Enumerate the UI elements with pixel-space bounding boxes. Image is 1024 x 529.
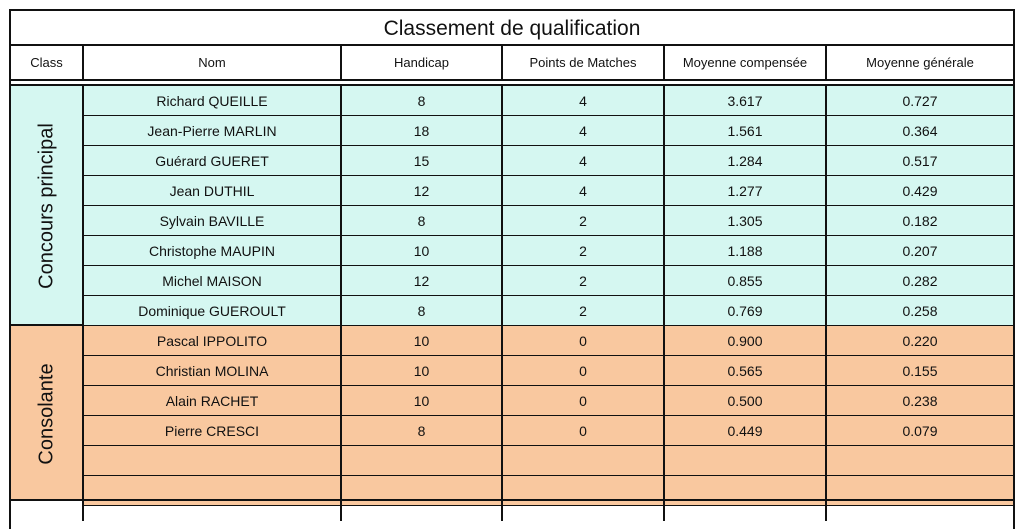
table-row xyxy=(84,266,1013,296)
cell-nom: Pierre CRESCI xyxy=(84,416,342,446)
table-row xyxy=(84,356,1013,386)
cell-moyenne-compensee: 1.284 xyxy=(665,146,827,176)
cell-points: 2 xyxy=(503,296,665,326)
cell-nom: Dominique GUEROULT xyxy=(84,296,342,326)
table-row xyxy=(84,236,1013,266)
cell-moyenne-generale: 0.079 xyxy=(827,416,1013,446)
cell-moyenne-generale: 0.727 xyxy=(827,86,1013,116)
cell-moyenne-compensee: 0.500 xyxy=(665,386,827,416)
header-handicap: Handicap xyxy=(342,46,503,79)
cell-nom xyxy=(84,476,342,506)
cell-nom: Pascal IPPOLITO xyxy=(84,326,342,356)
cell-handicap: 10 xyxy=(342,326,503,356)
table-row xyxy=(84,176,1013,206)
group-consolante xyxy=(11,324,84,501)
cell-nom: Alain RACHET xyxy=(84,386,342,416)
cell-moyenne-generale: 0.429 xyxy=(827,176,1013,206)
cell-handicap: 8 xyxy=(342,86,503,116)
cell-moyenne-compensee: 1.277 xyxy=(665,176,827,206)
cell-points xyxy=(503,476,665,506)
table-row xyxy=(84,116,1013,146)
table-row xyxy=(84,296,1013,326)
cell-handicap: 10 xyxy=(342,236,503,266)
cell-handicap: 8 xyxy=(342,416,503,446)
cell-points: 0 xyxy=(503,356,665,386)
cell-nom: Sylvain BAVILLE xyxy=(84,206,342,236)
cell-nom xyxy=(84,446,342,476)
cell-points: 4 xyxy=(503,176,665,206)
cell-points: 4 xyxy=(503,146,665,176)
cell-points: 2 xyxy=(503,266,665,296)
cell-moyenne-generale: 0.238 xyxy=(827,386,1013,416)
cell-moyenne-compensee: 3.617 xyxy=(665,86,827,116)
cell-moyenne-generale: 0.258 xyxy=(827,296,1013,326)
cell-handicap: 18 xyxy=(342,116,503,146)
table-title: Classement de qualification xyxy=(11,11,1013,46)
header-divider xyxy=(11,79,1013,81)
header-moyenne-generale: Moyenne générale xyxy=(866,55,974,70)
column-divider xyxy=(825,501,827,521)
cell-nom: Christophe MAUPIN xyxy=(84,236,342,266)
cell-handicap: 10 xyxy=(342,386,503,416)
table-bottom-divider xyxy=(11,499,1013,501)
cell-moyenne-compensee: 1.188 xyxy=(665,236,827,266)
cell-handicap: 15 xyxy=(342,146,503,176)
cell-points: 4 xyxy=(503,86,665,116)
header-class: Class xyxy=(11,46,84,79)
cell-nom: Jean-Pierre MARLIN xyxy=(84,116,342,146)
cell-moyenne-generale: 0.282 xyxy=(827,266,1013,296)
cell-moyenne-compensee xyxy=(665,446,827,476)
table-row xyxy=(84,146,1013,176)
column-divider xyxy=(340,501,342,521)
table-row xyxy=(84,206,1013,236)
table-row xyxy=(84,476,1013,506)
cell-moyenne-compensee: 0.769 xyxy=(665,296,827,326)
table-row xyxy=(84,416,1013,446)
cell-moyenne-compensee xyxy=(665,476,827,506)
cell-handicap xyxy=(342,476,503,506)
cell-nom: Richard QUEILLE xyxy=(84,86,342,116)
cell-points xyxy=(503,446,665,476)
table-row xyxy=(84,326,1013,356)
cell-nom: Michel MAISON xyxy=(84,266,342,296)
cell-points: 0 xyxy=(503,416,665,446)
cell-moyenne-compensee: 0.900 xyxy=(665,326,827,356)
cell-moyenne-generale xyxy=(827,446,1013,476)
cell-points: 0 xyxy=(503,326,665,356)
cell-handicap: 12 xyxy=(342,176,503,206)
qualification-table xyxy=(9,9,1015,529)
cell-points: 0 xyxy=(503,386,665,416)
header-points: Points de Matches xyxy=(503,46,665,79)
cell-handicap: 12 xyxy=(342,266,503,296)
header-nom: Nom xyxy=(84,46,342,79)
cell-handicap: 8 xyxy=(342,296,503,326)
cell-handicap: 8 xyxy=(342,206,503,236)
cell-nom: Guérard GUERET xyxy=(84,146,342,176)
table-row xyxy=(84,446,1013,476)
cell-moyenne-generale: 0.220 xyxy=(827,326,1013,356)
table-row xyxy=(84,86,1013,116)
column-divider xyxy=(663,501,665,521)
cell-points: 4 xyxy=(503,116,665,146)
cell-handicap xyxy=(342,446,503,476)
cell-nom: Jean DUTHIL xyxy=(84,176,342,206)
cell-points: 2 xyxy=(503,236,665,266)
cell-nom: Christian MOLINA xyxy=(84,356,342,386)
cell-moyenne-generale: 0.155 xyxy=(827,356,1013,386)
group-concours-principal xyxy=(11,86,84,326)
table-row xyxy=(84,386,1013,416)
cell-moyenne-generale xyxy=(827,476,1013,506)
group-label-consolante: Consolante xyxy=(35,362,57,465)
cell-moyenne-compensee: 0.855 xyxy=(665,266,827,296)
group-label-main: Concours principal xyxy=(35,123,57,289)
cell-points: 2 xyxy=(503,206,665,236)
column-divider xyxy=(501,501,503,521)
cell-moyenne-generale: 0.182 xyxy=(827,206,1013,236)
cell-moyenne-generale: 0.207 xyxy=(827,236,1013,266)
cell-moyenne-compensee: 0.565 xyxy=(665,356,827,386)
header-moyenne-compensee: Moyenne compensée xyxy=(665,46,827,79)
cell-moyenne-compensee: 1.561 xyxy=(665,116,827,146)
cell-moyenne-generale: 0.364 xyxy=(827,116,1013,146)
column-divider xyxy=(82,501,84,521)
cell-moyenne-compensee: 0.449 xyxy=(665,416,827,446)
cell-moyenne-compensee: 1.305 xyxy=(665,206,827,236)
cell-moyenne-generale: 0.517 xyxy=(827,146,1013,176)
cell-handicap: 10 xyxy=(342,356,503,386)
